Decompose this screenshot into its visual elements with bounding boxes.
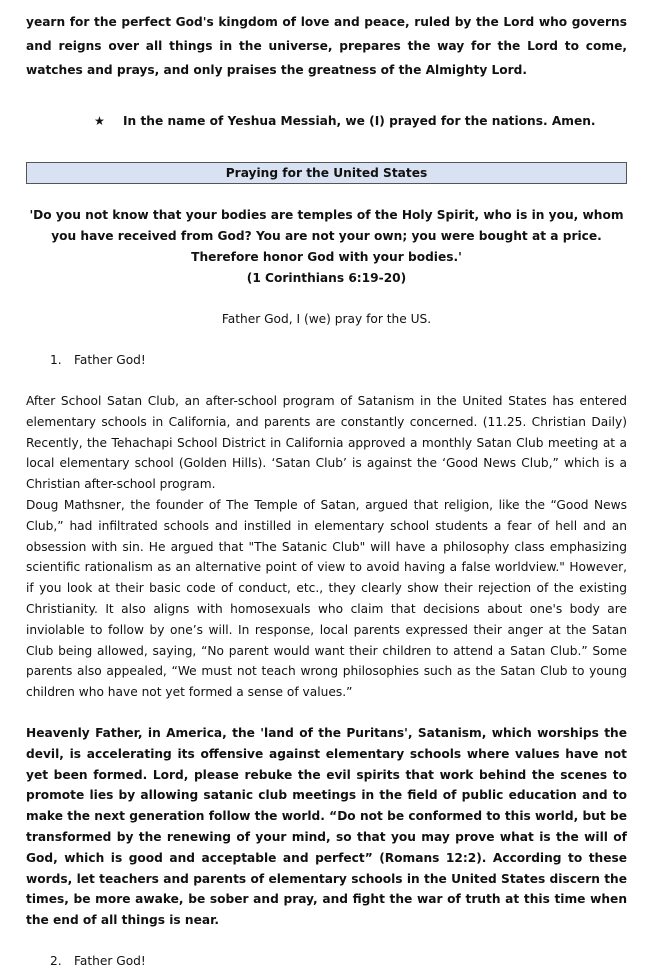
item-label: Father God! xyxy=(74,353,146,367)
opening-line: Father God, I (we) pray for the US. xyxy=(221,312,432,326)
news-paragraph-2: Doug Mathsner, the founder of The Temple of Satan, argued that religion, like the “Good News Club,” had infiltrated schools and instilled in elementary school students a fear of hell and an obsession with sin. He argued that "The Satanic Club" will have a philosophy class emphasizing scientific rationalism as an alternative point of view to avoid having a false worldview." However, if you look at their basic code of conduct, etc., they clearly show their rejection of the existing Christianity. It also aligns with homosexuals who claim that decisions about one's body are inviolable to follow by one’s will. In response, local parents expressed their anger at the Satan Club being allowed, saying, “No parent would want their children to attend a Satan Club.” Some parents also appealed, “We must not teach wrong philosophies such as the Satan Club to young children who have not yet formed a sense of values.” xyxy=(26,497,627,700)
news-paragraph-1: After School Satan Club, an after-school program of Satanism in the United States has entered elementary schools in California, and parents are constantly concerned. (11.25. Christian Daily) Recently, the Tehachapi School District in California approved a monthly Satan Club meeting at a local elementary school (Golden Hills). ‘Satan Club’ is against the ‘Good News Club,” which is a Christian after-school program. xyxy=(26,394,627,492)
section-heading-box xyxy=(26,162,627,184)
numbered-item-1 xyxy=(50,350,627,371)
item-number: 1. xyxy=(50,353,62,367)
section-title: Praying for the United States xyxy=(225,166,428,180)
numbered-item-2 xyxy=(50,951,627,972)
scripture-verse xyxy=(26,205,627,289)
item-number: 2. xyxy=(50,953,62,968)
verse-text: 'Do you not know that your bodies are temples of the Holy Spirit, who is in you, whom you have received from God? You are not your own; you were bought at a price. Therefore honor God with your bodies.' xyxy=(29,208,624,264)
star-icon: ★ xyxy=(94,114,105,128)
intro-paragraph: yearn for the perfect God's kingdom of love and peace, ruled by the Lord who governs and reigns over all things in the universe, prepares the way for the Lord to come, watches and prays, and only praises the greatness of the Almighty Lord. xyxy=(26,15,627,77)
closing-prayer-text: In the name of Yeshua Messiah, we (I) prayed for the nations. Amen. xyxy=(123,114,596,128)
prayer-paragraph: Heavenly Father, in America, the 'land of the Puritans', Satanism, which worships the devil, is accelerating its offensive against elementary schools where values have not yet been formed. Lord, please rebuke the evil spirits that work behind the scenes to promote lies by allowing satanic club meetings in the field of public education and to make the next generation follow the world. “Do not be conformed to this world, but be transformed by the renewing of your mind, so that you may prove what is the will of God, which is good and acceptable and perfect” (Romans 12:2). According to these words, let teachers and parents of elementary schools in the United States discern the times, be more awake, be sober and pray, and fight the war of truth at this time when the end of all things is near. xyxy=(26,725,627,928)
item-label: Father God! xyxy=(74,953,146,968)
document-page xyxy=(26,10,627,972)
verse-reference: (1 Corinthians 6:19-20) xyxy=(246,271,407,285)
closing-prayer-line xyxy=(94,109,627,133)
